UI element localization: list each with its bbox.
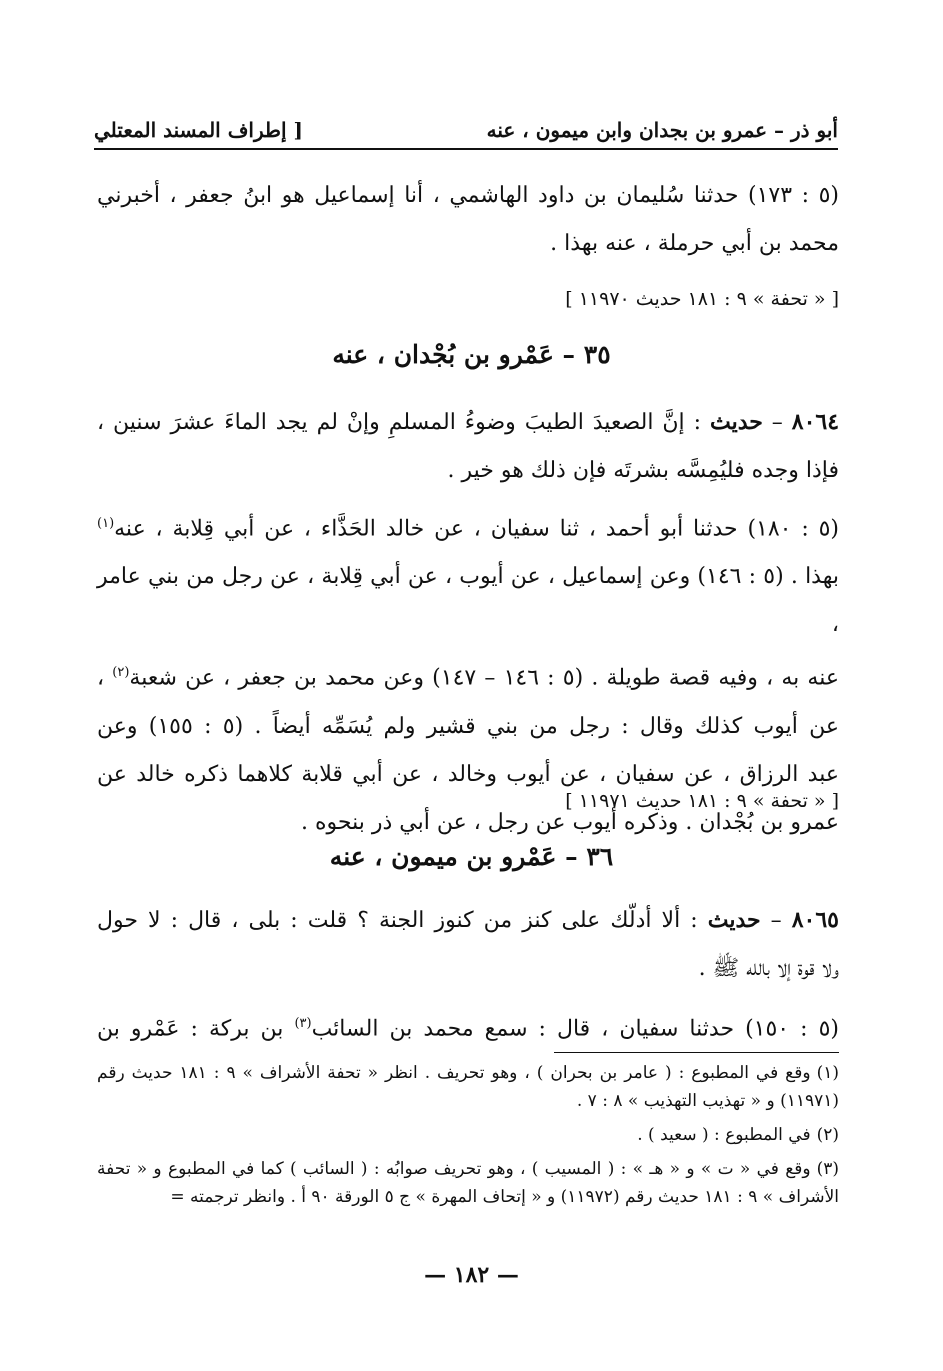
hadith-text: ولا قوة إلا بالله ﷺ . bbox=[698, 956, 839, 981]
footnote-2 bbox=[97, 1121, 839, 1149]
hadith-text: : إنَّ الصعيدَ الطيبَ وضوءُ المسلمِ وإنْ لم يجد الماءَ عشرَ سنين ، bbox=[97, 410, 702, 435]
footnote-number: (١) bbox=[816, 1063, 839, 1083]
isnad-line: محمد بن أبي حرملة ، عنه بهذا . bbox=[550, 231, 839, 256]
isnad-line: عنه به ، وفيه قصة طويلة . (٥ : ١٤٦ – ١٤٧) وعن محمد بن جعفر ، عن شعبة bbox=[129, 665, 839, 691]
section-heading-36: ٣٦ – عَمْرو بن ميمون ، عنه bbox=[329, 842, 614, 871]
footnote-text: وقع في « ت » و « هـ » : ( المسيب ) ، وهو تحريف صوابُه : ( السائب ) كما في المطبوع و « تحفة الأشراف » ٩ : ١٨١ حديث رقم (١١٩٧٢) و « إتحاف المهرة » ج ٥ الورقة ٩٠ أ . وانظر ترجمته = bbox=[97, 1159, 839, 1207]
hadith-8065: ٨٠٦٥ – حديث : ألا أدلّك على كنز من كنوز الجنة ؟ قلت : بلى ، قال : لا حول ولا قوة إلا بالله ﷺ . bbox=[97, 896, 839, 993]
isnad-line: بهذا . (٥ : ١٤٦) وعن إسماعيل ، عن أيوب ، عن أبي قِلابة ، عن رجل من بني عامر ، bbox=[97, 564, 839, 638]
hadith-label: حديث bbox=[707, 907, 761, 933]
section-heading-35: ٣٥ – عَمْرو بن بُجْدان ، عنه bbox=[332, 340, 611, 369]
hadith-number: ٨٠٦٤ bbox=[791, 409, 840, 435]
hadith-text: فإذا وجده فليُمِسَّه بشرتَه فإن ذلك هو خير . bbox=[447, 458, 839, 483]
footnote-text: وقع في المطبوع : ( عامر بن بحران ) ، وهو تحريف . انظر « تحفة الأشراف » ٩ : ١٨١ حديث رقم (١١٩٧١) و « تهذيب التهذيب » ٨ : ٧ . bbox=[97, 1063, 839, 1111]
hadith-label: حديث bbox=[709, 409, 763, 435]
tuhfa-reference-2: [ « تحفة » ٩ : ١٨١ حديث ١١٩٧١ ] bbox=[565, 790, 839, 812]
isnad-paragraph-3 bbox=[97, 1000, 839, 1053]
page-number: — ١٨٢ — bbox=[424, 1262, 519, 1288]
running-head-chapter: أبو ذر – عمرو بن بجدان وابن ميمون ، عنه bbox=[486, 118, 838, 142]
tuhfa-reference-1: [ « تحفة » ٩ : ١٨١ حديث ١١٩٧٠ ] bbox=[565, 288, 839, 310]
footnote-text: في المطبوع : ( سعيد ) . bbox=[637, 1125, 811, 1145]
footnote-divider bbox=[554, 1052, 839, 1053]
isnad-line: (٥ : ١٧٣) حدثنا سُليمان بن داود الهاشمي ، أنا إسماعيل هو ابنُ جعفر ، أخبرني bbox=[97, 183, 839, 208]
isnad-line: عبد الرزاق ، عن سفيان ، عن أيوب وخالد ، عن أبي قلابة كلاهما ذكره خالد عن bbox=[97, 761, 839, 787]
footnote-number: (٢) bbox=[816, 1125, 839, 1145]
hadith-8064: ٨٠٦٤ – حديث : إنَّ الصعيدَ الطيبَ وضوءُ المسلمِ وإنْ لم يجد الماءَ عشرَ سنين ، فإذا وجده فليُمِسَّه بشرتَه فإن ذلك هو خير . bbox=[97, 398, 839, 495]
footnote-3 bbox=[97, 1155, 839, 1211]
isnad-line: (٥ : ١٥٠) حدثنا سفيان ، قال : سمع محمد بن السائب bbox=[311, 1016, 839, 1042]
footnotes bbox=[97, 1059, 839, 1217]
isnad-line: عن أيوب كذلك وقال : رجل من بني قشير ولم يُسَمِّه أيضاً . (٥ : ١٥٥) وعن bbox=[97, 713, 839, 739]
footnote-number: (٣) bbox=[816, 1159, 839, 1179]
isnad-line: عمرو بن بُجْدان . وذكره أيوب عن رجل ، عن أبي ذر بنحوه . bbox=[301, 809, 839, 835]
footnote-ref[interactable]: (٢) bbox=[112, 665, 130, 681]
isnad-line: بن بركة : عَمْرو بن bbox=[97, 1016, 284, 1042]
footnote-1 bbox=[97, 1059, 839, 1115]
hadith-text: : ألا أدلّك على كنز من كنوز الجنة ؟ قلت : بلى ، قال : لا حول bbox=[97, 908, 698, 933]
isnad-line: (٥ : ١٨٠) حدثنا أبو أحمد ، ثنا سفيان ، عن خالد الحَذَّاء ، عن أبي قِلابة ، عنه bbox=[114, 516, 839, 542]
footnote-ref[interactable]: (١) bbox=[97, 516, 115, 531]
running-head bbox=[94, 112, 838, 150]
isnad-paragraph-1 bbox=[97, 172, 839, 268]
running-head-book-title: [ إطراف المسند المعتلي bbox=[94, 118, 303, 142]
footnote-ref[interactable]: (٣) bbox=[294, 1016, 312, 1031]
punctuation: ، bbox=[97, 665, 105, 691]
hadith-number: ٨٠٦٥ bbox=[791, 907, 839, 933]
